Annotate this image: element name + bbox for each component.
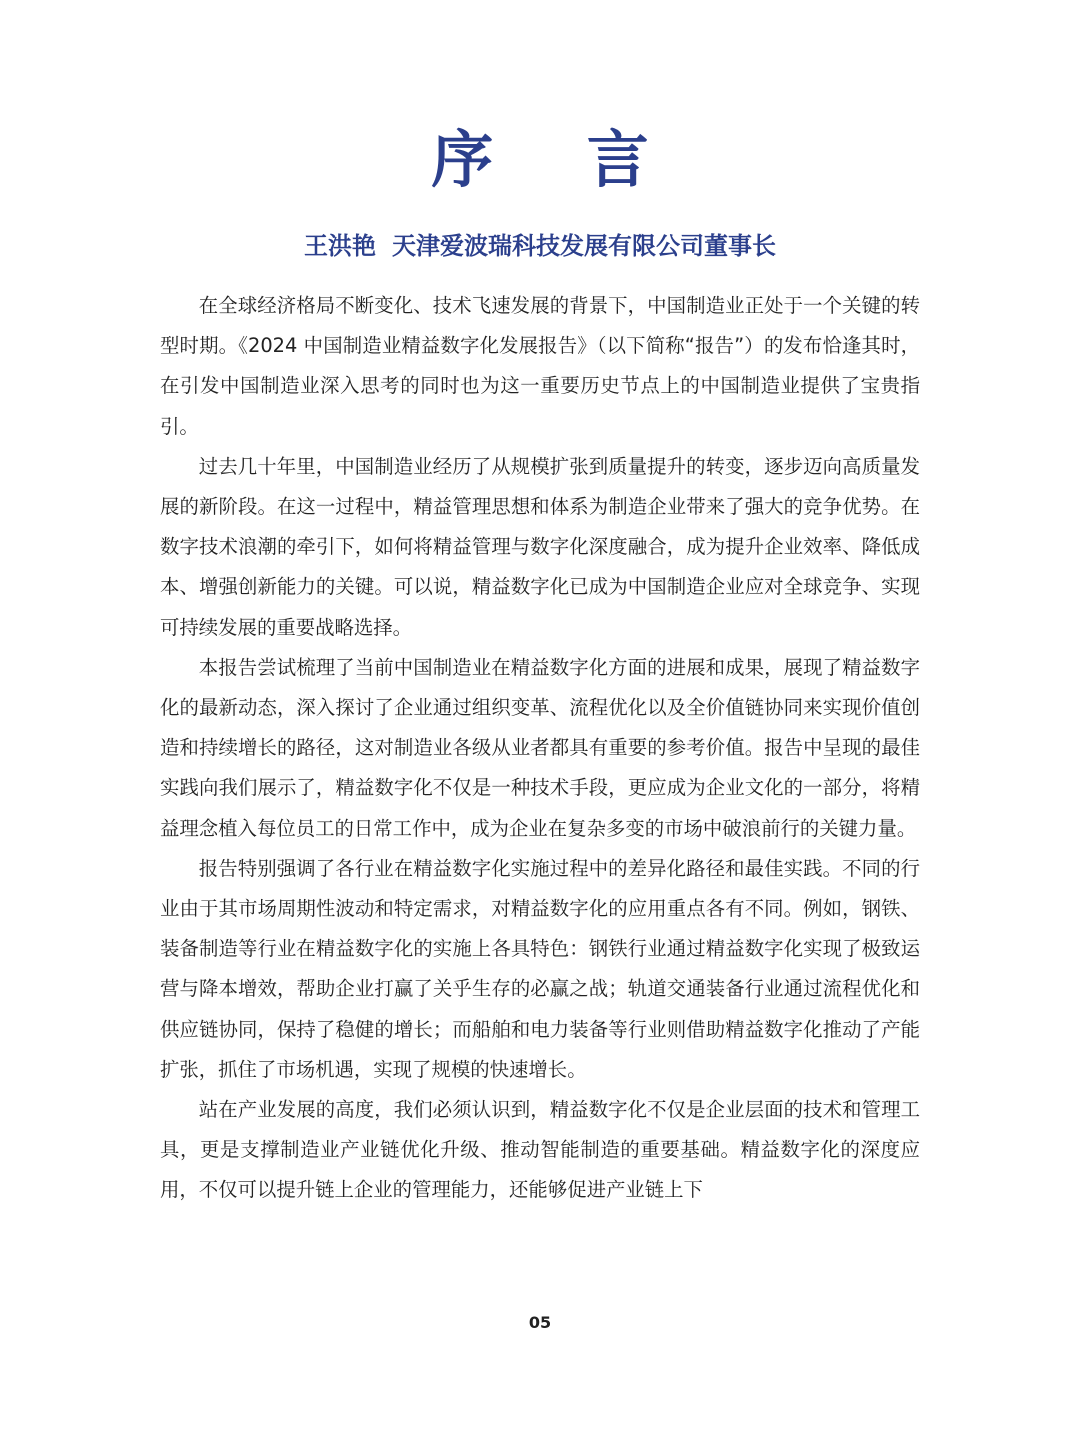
paragraph-4: 报告特别强调了各行业在精益数字化实施过程中的差异化路径和最佳实践。不同的行业由于其市场周期性波动和特定需求，对精益数字化的应用重点各有不同。例如，钢铁、装备制造等行业在精益数字化的实施上各具特色：钢铁行业通过精益数字化实现了极致运营与降本增效，帮助企业打赢了关乎生存的必赢之战；轨道交通装备行业通过流程优化和供应链协同，保持了稳健的增长；而船舶和电力装备等行业则借助精益数字化推动了产能扩张，抓住了市场机遇，实现了规模的快速增长。 (160, 856, 920, 1081)
page-number: 05 (528, 1313, 552, 1332)
author-name: 王洪艳 (304, 232, 376, 260)
paragraph-3: 本报告尝试梳理了当前中国制造业在精益数字化方面的进展和成果，展现了精益数字化的最新动态，深入探讨了企业通过组织变革、流程优化以及全价值链协同来实现价值创造和持续增长的路径，这对制造业各级从业者都具有重要的参考价值。报告中呈现的最佳实践向我们展示了，精益数字化不仅是一种技术手段，更应成为企业文化的一部分，将精益理念植入每位员工的日常工作中，成为企业在复杂多变的市场中破浪前行的关键力量。 (160, 655, 920, 840)
page-title: 序 言 (431, 123, 685, 196)
preface-body (160, 286, 920, 1211)
paragraph-5: 站在产业发展的高度，我们必须认识到，精益数字化不仅是企业层面的技术和管理工具，更是支撑制造业产业链优化升级、推动智能制造的重要基础。精益数字化的深度应用，不仅可以提升链上企业的管理能力，还能够促进产业链上下 (160, 1098, 920, 1202)
author-affiliation: 天津爱波瑞科技发展有限公司董事长 (392, 232, 776, 260)
paragraph-1: 在全球经济格局不断变化、技术飞速发展的背景下，中国制造业正处于一个关键的转型时期。《2024 中国制造业精益数字化发展报告》（以下简称“报告”）的发布恰逢其时，在引发中国制造业深入思考的同时也为这一重要历史节点上的中国制造业提供了宝贵指引。 (160, 294, 920, 438)
author-line (0, 226, 1080, 266)
paragraph-2: 过去几十年里，中国制造业经历了从规模扩张到质量提升的转变，逐步迈向高质量发展的新阶段。在这一过程中，精益管理思想和体系为制造企业带来了强大的竞争优势。在数字技术浪潮的牵引下，如何将精益管理与数字化深度融合，成为提升企业效率、降低成本、增强创新能力的关键。可以说，精益数字化已成为中国制造企业应对全球竞争、实现可持续发展的重要战略选择。 (160, 454, 920, 639)
